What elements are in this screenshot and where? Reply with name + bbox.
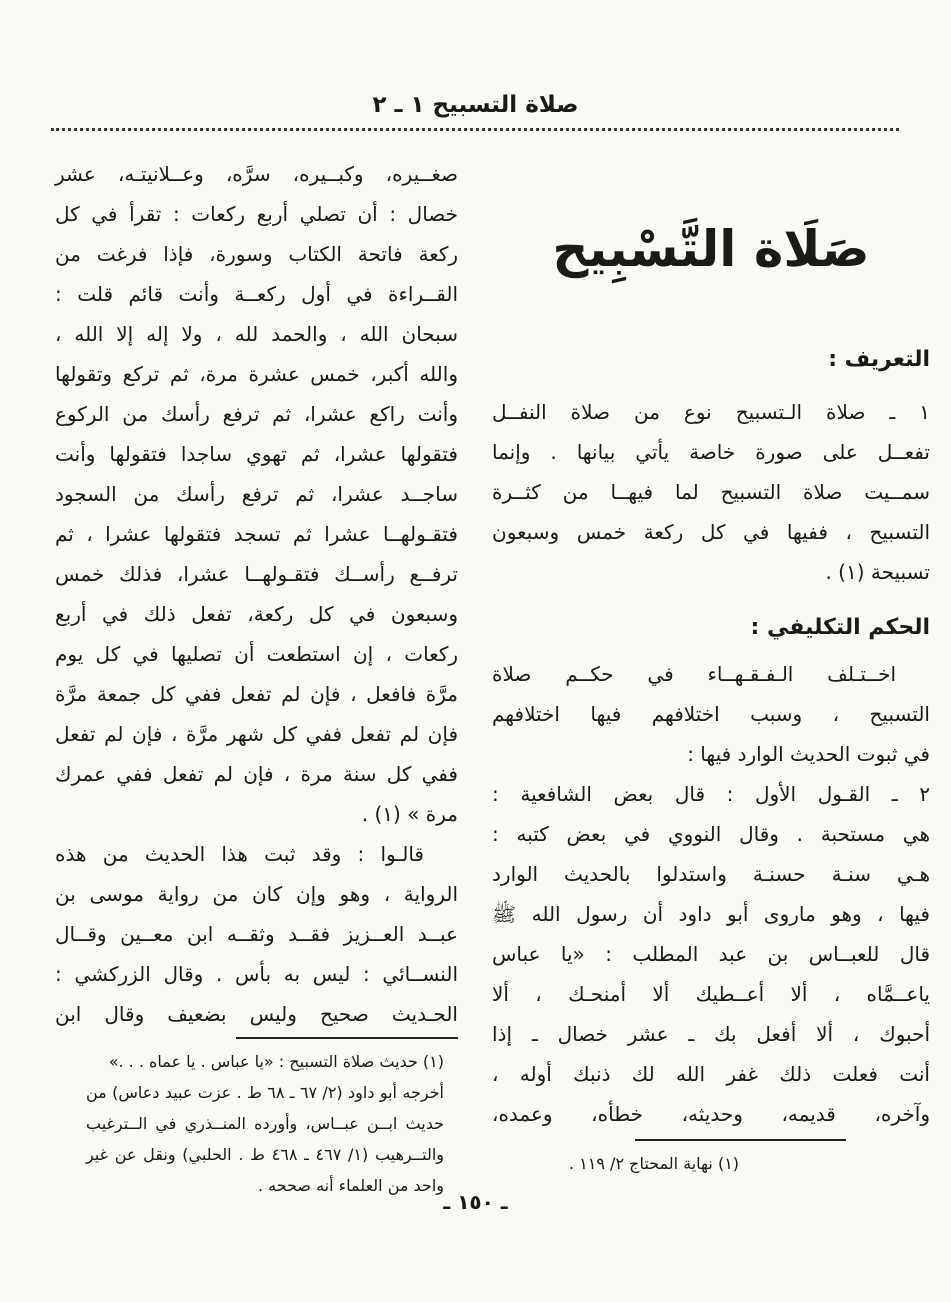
column-primary [492, 148, 930, 1179]
footnote-line: واحد من العلماء أنه صححه . [257, 1176, 444, 1195]
text-line: وآخره، قديمه، وحديثه، خطأه، وعمده، [492, 1102, 930, 1126]
footnote-line: حديث ابــن عبــاس، وأورده المنــذري في الــترغيب [86, 1114, 444, 1133]
continuation-paragraph [55, 154, 458, 1034]
text-line: عبــد العــزيز فقــد وثقــه ابن معــين وقــال [55, 922, 458, 946]
text-line: سبحان الله ، والحمد لله ، ولا إله إلا الله ، [55, 322, 458, 346]
text-line: فتقولها عشرا، ثم تهوي ساجدا فتقولها وأنت [55, 442, 458, 466]
text-line: قالـوا : وقد ثبت هذا الحديث من هذه [55, 842, 424, 866]
text-line: خصال : أن تصلي أربع ركعات : تقرأ في كل [55, 202, 458, 226]
page-number: ـ ١٥٠ ـ [443, 1190, 508, 1214]
section-heading-ruling: الحكم التكليفي : [750, 615, 930, 640]
text-line: أحبوك ، ألا أفعل بك ـ عشر خصال ـ إذا [492, 1022, 930, 1046]
text-line: الحـديث صحيح وليس بضعيف وقال ابن [55, 1002, 458, 1026]
ruling-paragraph [492, 654, 930, 1134]
footnote-primary [492, 1148, 930, 1179]
text-line: ساجــد عشرا، ثم ترفع رأسك من السجود [55, 482, 458, 506]
text-line: التسبيح ، ففيها في كل ركعة خمس وسبعون [492, 520, 930, 544]
text-line: ركعات ، إن استطعت أن تصليها في كل يوم [55, 642, 458, 666]
footnote-rule [635, 1139, 846, 1141]
text-line: والله أكبر، خمس عشرة مرة، ثم تركع وتقولها [55, 362, 458, 386]
text-line: هي مستحبة . وقال النووي في بعض كتبه : [492, 822, 930, 846]
text-line: تسبيحة (١) . [825, 560, 930, 584]
header-dotted-rule [51, 128, 899, 131]
text-line: القــراءة في أول ركعــة وأنت قائم قلت : [55, 282, 458, 306]
text-line: صغــيره، وكبــيره، سرَّه، وعــلانيتـه، عشر [55, 162, 458, 186]
text-line: فيها ، وهو ماروى أبو داود أن رسول الله ﷺ [492, 902, 930, 926]
text-line: أنت فعلت ذلك غفر الله لك ذنبك أوله ، [492, 1062, 930, 1086]
text-line: فتقـولهــا عشرا ثم تسجد فتقولها عشرا ، ثم [55, 522, 458, 546]
text-line: تفعــل على صورة خاصة يأتي بيانها . وإنما [492, 440, 930, 464]
text-line: التسبيح ، وسبب اختلافهم فيها اختلافهم [492, 702, 930, 726]
text-line: ١ ـ صلاة الـتسبيح نوع من صلاة النفــل [492, 400, 930, 424]
text-line: اخــتـلف الـفـقـهــاء في حكــم صلاة [492, 662, 896, 686]
text-line: مرَّة فافعل ، فإن لم تفعل ففي كل جمعة مرَّة [55, 682, 458, 706]
footnote-line: أخرجه أبو داود (٢/ ٦٧ ـ ٦٨ ط . عزت عبيد دعاس) من [86, 1083, 445, 1102]
text-line: فإن لم تفعل ففي كل شهر مرَّة ، فإن لم تفعل [55, 722, 458, 746]
footnote-line: (١) حديث صلاة التسبيح : «يا عباس . يا عماه . . .» [108, 1052, 444, 1071]
text-line: ترفــع رأســك فتقـولهــا عشرا، فذلك خمس [55, 562, 458, 586]
text-line: قال للعبــاس بن عبد المطلب : «يا عباس [492, 942, 930, 966]
text-line: وأنت راكع عشرا، ثم ترفع رأسك من الركوع [55, 402, 458, 426]
footnote-line: والتــرهيب (١/ ٤٦٧ ـ ٤٦٨ ط . الحلبي) ونقل عن غير [86, 1145, 445, 1164]
text-line: ركعة فاتحة الكتاب وسورة، فإذا فرغت من [55, 242, 458, 266]
text-line: ٢ ـ القـول الأول : قال بعض الشافعية : [492, 782, 930, 806]
footnote-continuation [86, 1046, 444, 1201]
text-line: في ثبوت الحديث الوارد فيها : [687, 742, 930, 766]
column-continuation [55, 148, 458, 1201]
entry-title: صَلَاة التَّسْبِيح [552, 220, 870, 278]
section-heading-definition: التعريف : [828, 347, 930, 372]
text-line: ياعــمَّاه ، ألا أعــطيك ألا أمنحـك ، ألا [492, 982, 930, 1006]
text-line: وسبعون في كل ركعة، تفعل ذلك في أربع [55, 602, 458, 626]
footnote-line: (١) نهاية المحتاج ٢/ ١١٩ . [569, 1154, 740, 1173]
text-line: ففي كل سنة مرة ، فإن لم تفعل ففي عمرك [55, 762, 458, 786]
text-line: النســائي : ليس به بأس . وقال الزركشي : [55, 962, 458, 986]
running-header: صلاة التسبيح ١ ـ ٢ [372, 92, 579, 118]
text-line: مرة » (١) . [361, 802, 458, 826]
definition-paragraph [492, 392, 930, 592]
text-line: سمــيت صلاة التسبيح لما فيهــا من كثــرة [492, 480, 930, 504]
text-line: الرواية ، وهو وإن كان من رواية موسى بن [55, 882, 458, 906]
text-line: هـي سنـة حسنـة واستدلوا بالحديث الوارد [492, 862, 930, 886]
footnote-rule [236, 1037, 458, 1039]
